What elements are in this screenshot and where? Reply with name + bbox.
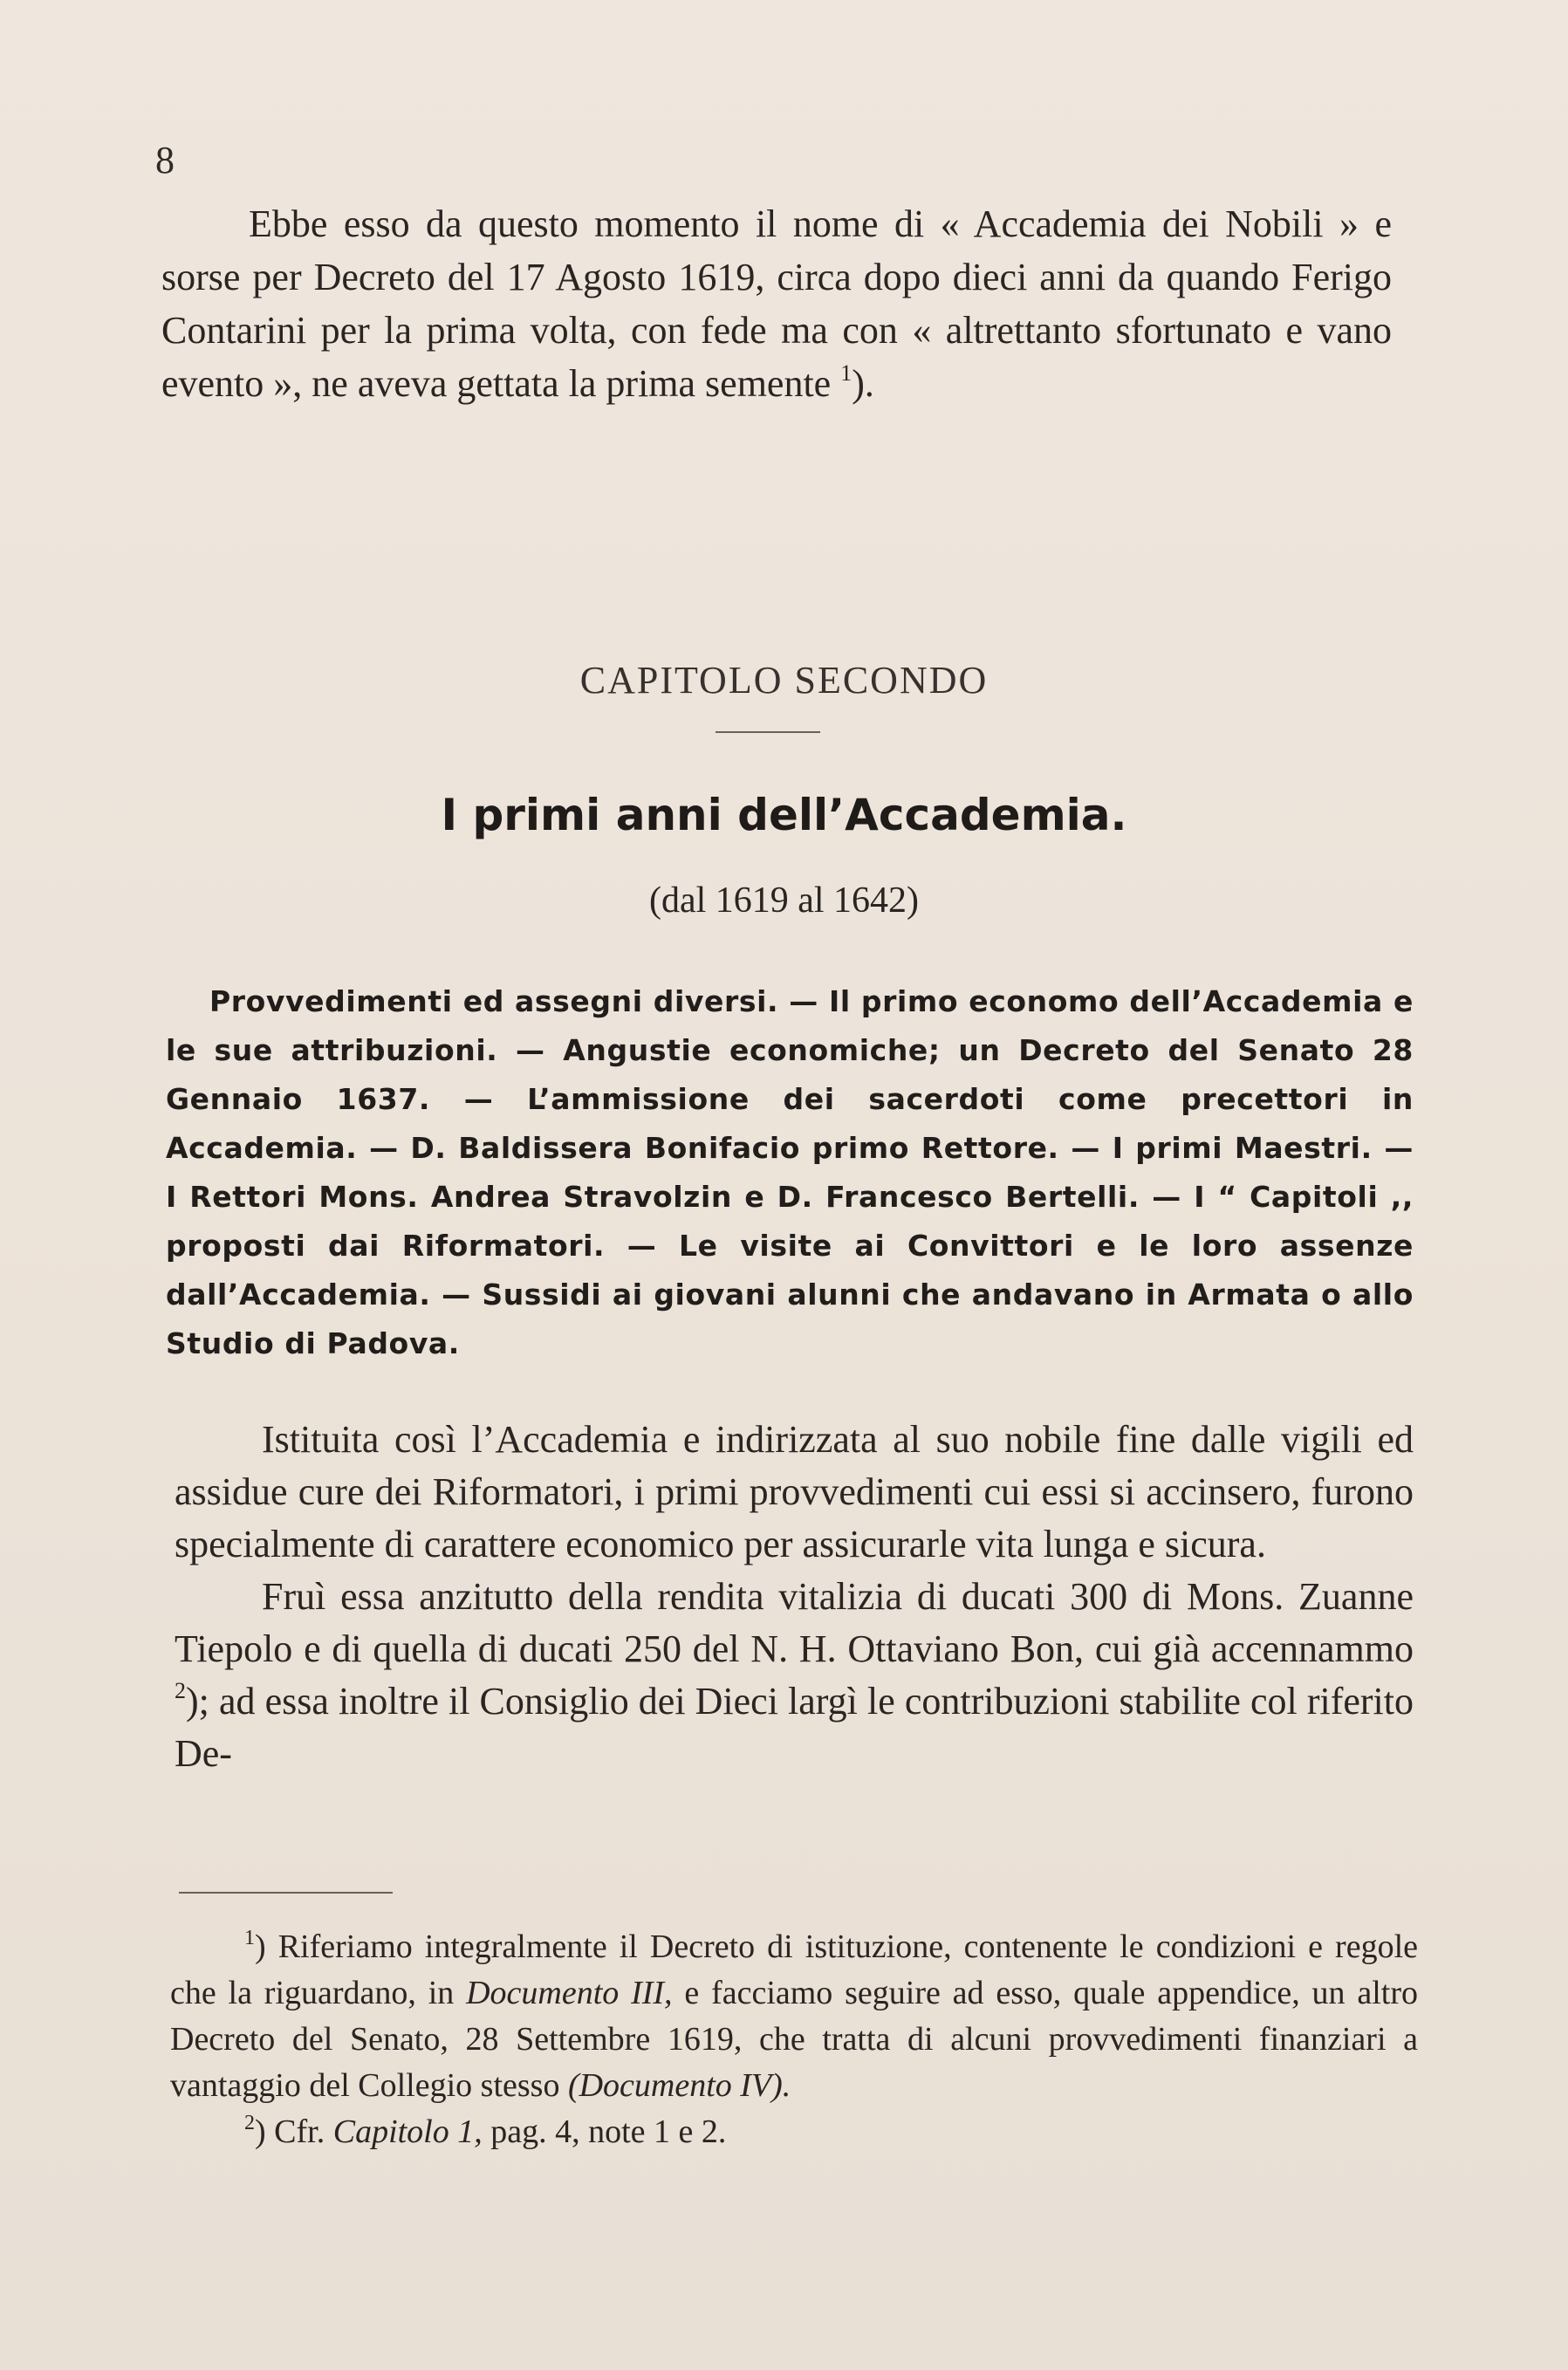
footnote-ref-1[interactable]: 1 <box>840 360 852 386</box>
footnote-divider <box>179 1892 393 1894</box>
footnote-1 <box>170 1924 1418 2109</box>
footnote-1-text-cont: e facciamo seguire ad esso, quale appendice, un altro Decreto del Senato, 28 Settembre 1619, che tratta di alcuni provvedimenti finanziari a vantaggio del Collegio stesso <box>170 1975 1419 2104</box>
footnote-1-text: ) Riferiamo integralmente il Decreto di istituzione, contenente le condizioni e regole che la riguardano, in <box>170 1928 1418 2011</box>
body-paragraph-2-text-end: ); ad essa inoltre il Consiglio dei Dieci largì le contribuzioni stabilite col riferito De- <box>175 1680 1414 1775</box>
body-paragraph-2 <box>175 1571 1414 1780</box>
footnotes <box>170 1924 1418 2155</box>
chapter-reference: Capitolo 1, <box>332 2113 483 2150</box>
page-number: 8 <box>155 139 175 182</box>
document-4-reference: (Documento IV). <box>567 2067 791 2104</box>
footnote-2-marker: 2 <box>244 2112 255 2134</box>
intro-text-end: ). <box>852 362 874 405</box>
intro-text: Ebbe esso da questo momento il nome di « Accademia dei Nobili » e sorse per Decreto del 17 Agosto 1619, circa dopo dieci anni da quando Ferigo Contarini per la prima volta, con fede ma con « altrettanto sfortunato e vano evento », ne aveva gettata la prima semente <box>161 202 1392 405</box>
summary-text: Provvedimenti ed assegni diversi. — Il primo economo dell’Accademia e le sue attribuzioni. — Angustie economiche; un Decreto del Senato 28 Gennaio 1637. — L’ammissione dei sacerdoti come precettori in Accademia. — D. Baldissera Bonifacio primo Rettore. — I primi Maestri. — I Rettori Mons. Andrea Stravolzin e D. Francesco Bertelli. — I “ Capitoli ,, proposti dai Riformatori. — Le visite ai Convittori e le loro assenze dall’Accademia. — Sussidi ai giovani alunni che andavano in Armata o allo Studio di Padova. <box>166 984 1414 1360</box>
footnote-ref-2[interactable]: 2 <box>175 1678 186 1703</box>
footnote-1-marker: 1 <box>244 1927 255 1949</box>
chapter-label: CAPITOLO SECONDO <box>579 659 989 702</box>
document-3-reference: Documento III, <box>466 1975 673 2011</box>
body-paragraph-1: Istituita così l’Accademia e indirizzata al suo nobile fine dalle vigili ed assidue cure dei Riformatori, i primi provvedimenti cui essi si accinsero, furono specialmente di carattere economico per assicurarle vita lunga e sicura. <box>175 1418 1414 1565</box>
intro-paragraph <box>161 197 1392 410</box>
chapter-title: I primi anni dell’Accademia. <box>441 790 1127 840</box>
chapter-dates: (dal 1619 al 1642) <box>648 880 920 921</box>
footnote-2-text-cont: pag. 4, note 1 e 2. <box>482 2113 727 2150</box>
body-paragraph-2-text: Fruì essa anzitutto della rendita vitalizia di ducati 300 di Mons. Zuanne Tiepolo e di quella di ducati 250 del N. H. Ottaviano Bon, cui già accennammo <box>175 1575 1414 1670</box>
chapter-divider <box>716 731 820 733</box>
chapter-summary <box>166 977 1414 1368</box>
footnote-2-text: ) Cfr. <box>255 2113 333 2150</box>
footnote-2 <box>170 2109 1418 2155</box>
body-text <box>175 1414 1414 1780</box>
